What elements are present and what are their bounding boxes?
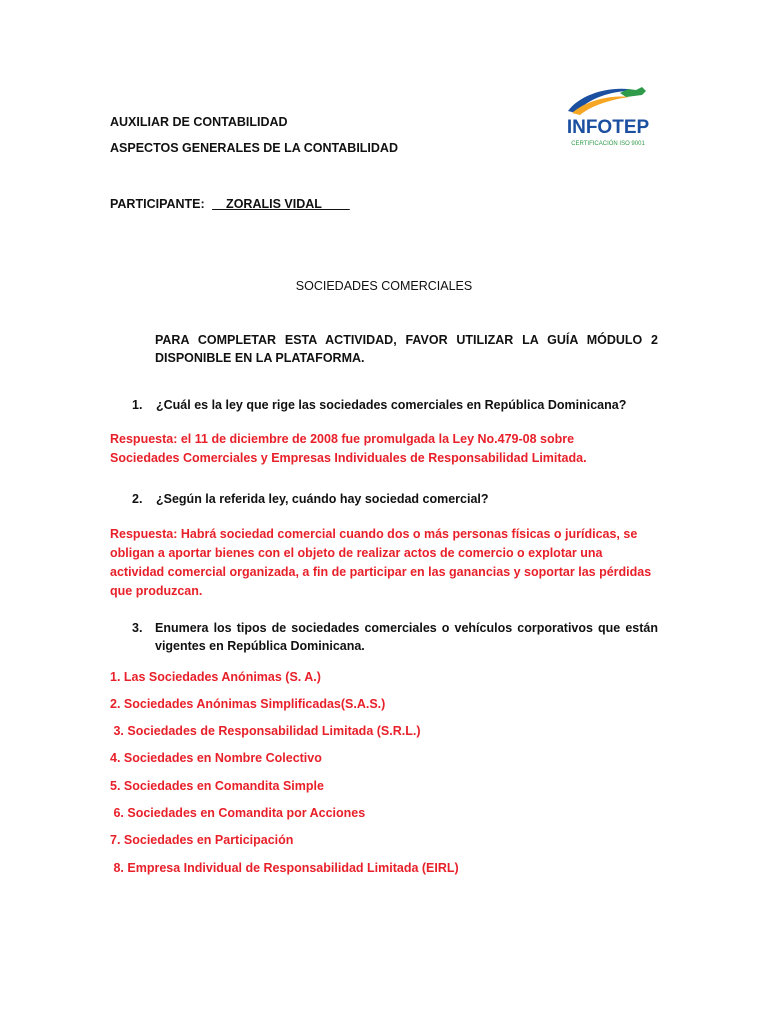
course-title: AUXILIAR DE CONTABILIDAD [110, 115, 288, 129]
list-item: 1. Las Sociedades Anónimas (S. A.) [110, 670, 321, 684]
question-text: Enumera los tipos de sociedades comerciales o vehículos corporativos que están vigentes en República Dominicana. [155, 621, 658, 653]
question-text: ¿Según la referida ley, cuándo hay sociedad comercial? [156, 492, 489, 506]
list-item: 4. Sociedades en Nombre Colectivo [110, 751, 322, 765]
question-1 [132, 398, 626, 412]
answer-2: Respuesta: Habrá sociedad comercial cuando dos o más personas físicas o jurídicas, se obligan a aportar bienes con el objeto de realizar actos de comercio o explotar una actividad comercial organizada, a fin de participar en las ganancias y soportar las pérdidas que produzcan. [110, 527, 652, 598]
instructions-text: PARA COMPLETAR ESTA ACTIVIDAD, FAVOR UTILIZAR LA GUÍA MÓDULO 2 DISPONIBLE EN LA PLATAFORMA. [155, 333, 658, 365]
list-item: 3. Sociedades de Responsabilidad Limitada (S.R.L.) [110, 724, 421, 738]
document-title: SOCIEDADES COMERCIALES [295, 279, 473, 293]
list-item: 8. Empresa Individual de Responsabilidad Limitada (EIRL) [110, 861, 459, 875]
participant-line [110, 197, 350, 211]
list-item: 7. Sociedades en Participación [110, 833, 294, 847]
question-number: 3. [132, 621, 143, 635]
list-item: 5. Sociedades en Comandita Simple [110, 779, 324, 793]
list-item: 6. Sociedades en Comandita por Acciones [110, 806, 366, 820]
logo-wordmark: INFOTEP [566, 117, 650, 138]
course-subtitle: ASPECTOS GENERALES DE LA CONTABILIDAD [110, 141, 398, 155]
question-2 [132, 492, 489, 506]
logo-subtitle: CERTIFICACIÓN ISO 9001 [571, 141, 645, 147]
list-item: 2. Sociedades Anónimas Simplificadas(S.A.S.) [110, 697, 386, 711]
participant-label: PARTICIPANTE: [110, 197, 205, 211]
infotep-logo-graphic [558, 83, 658, 153]
participant-name: __ZORALIS VIDAL____ [212, 197, 350, 211]
question-number: 2. [132, 492, 143, 506]
infotep-logo [558, 83, 658, 153]
answer-1: Respuesta: el 11 de diciembre de 2008 fue promulgada la Ley No.479-08 sobre Sociedades Comerciales y Empresas Individuales de Responsabilidad Limitada. [110, 432, 587, 465]
question-number: 1. [132, 398, 143, 412]
question-3 [132, 619, 658, 655]
question-text: ¿Cuál es la ley que rige las sociedades comerciales en República Dominicana? [156, 398, 627, 412]
